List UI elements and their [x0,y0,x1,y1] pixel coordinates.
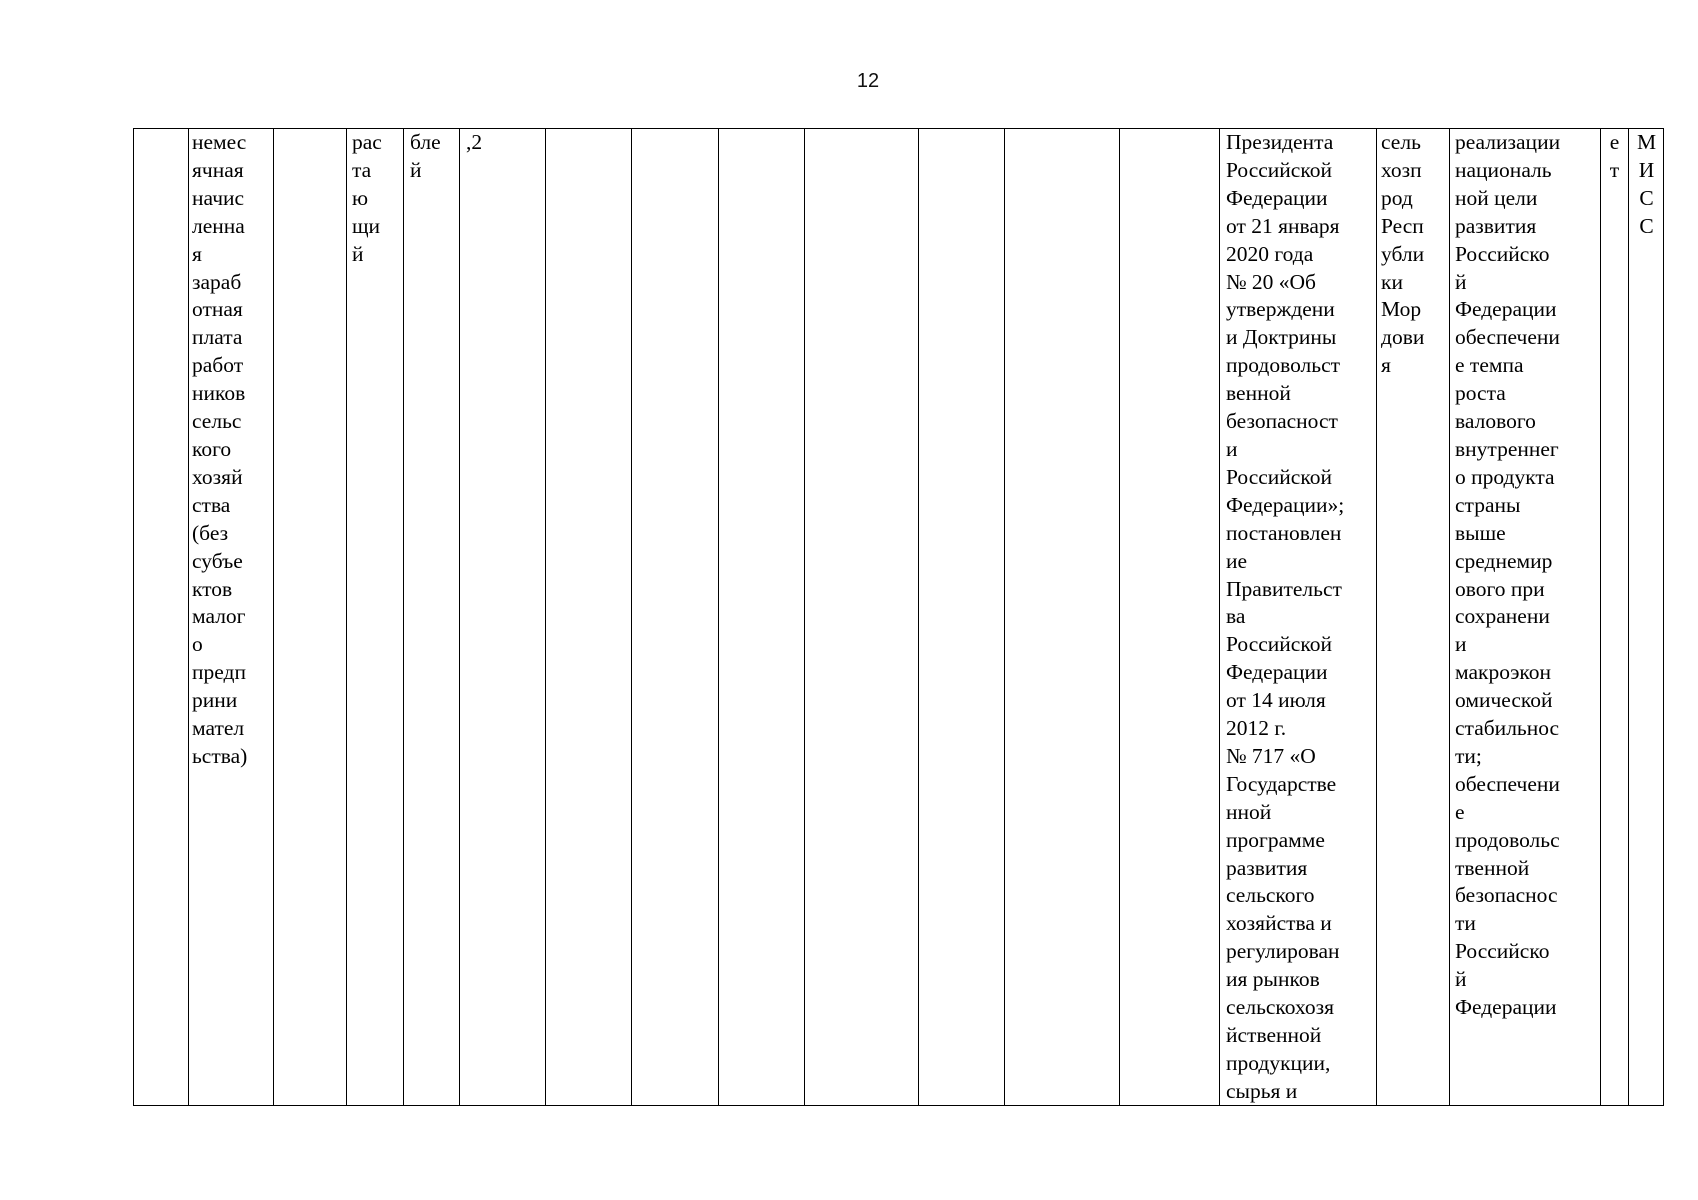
page-number: 12 [856,70,880,92]
cell-text: реализации националь ной цели развития Российско й Федерации обеспечени е темпа роста валового внутреннег о продукта страны выше среднемир ового при сохранени и макроэкон омической стабильнос ти; обеспечени е продовольс твенной безопаснос ти Российско й Федерации [1455,130,1561,1020]
cell-legal-basis [1226,129,1373,1106]
cell-text: ,2 [466,130,483,154]
cell-trend [352,129,399,269]
cell-text: Президента Российской Федерации от 21 января 2020 года № 20 «Об утверждени и Доктрины продовольст венной безопасност и Российской Федерации»; постановлен ие Правительст ва Российской Федерации от 14 июля 2012 г. № 717 «О Государстве нной программе развития сельского хозяйства и регулирован ия рынков сельскохозя йственной продукции, сырья и [1226,130,1345,1103]
cell-text: рас та ю щи й [352,130,382,266]
cell-col-17 [1603,129,1626,185]
column-divider [346,128,347,1106]
column-divider [1004,128,1005,1106]
column-divider [1376,128,1377,1106]
column-divider [1628,128,1629,1106]
column-divider [1119,128,1120,1106]
cell-unit [410,129,456,185]
cell-text: бле й [410,130,441,182]
cell-text: е т [1609,130,1620,182]
cell-national-goal [1455,129,1596,1022]
cell-text: сель хозп род Респ убли ки Мор дови я [1381,130,1425,378]
column-divider [804,128,805,1106]
column-divider [718,128,719,1106]
document-table [133,128,1664,1106]
cell-responsible-body [1381,129,1445,380]
cell-text: немес ячная начис ленна я зараб отная плата работ ников сельс кого хозяй ства (без субъе ктов малог о предп рини мател ьства) [192,130,248,768]
cell-information-system [1631,129,1662,241]
column-divider [273,128,274,1106]
column-divider [631,128,632,1106]
column-divider [1219,128,1220,1106]
column-divider [403,128,404,1106]
column-divider [918,128,919,1106]
cell-text: М И С С [1636,130,1657,238]
cell-indicator-name [192,129,268,771]
column-divider [1449,128,1450,1106]
column-divider [459,128,460,1106]
column-divider [1600,128,1601,1106]
column-divider [188,128,189,1106]
column-divider [545,128,546,1106]
cell-value [466,129,542,157]
